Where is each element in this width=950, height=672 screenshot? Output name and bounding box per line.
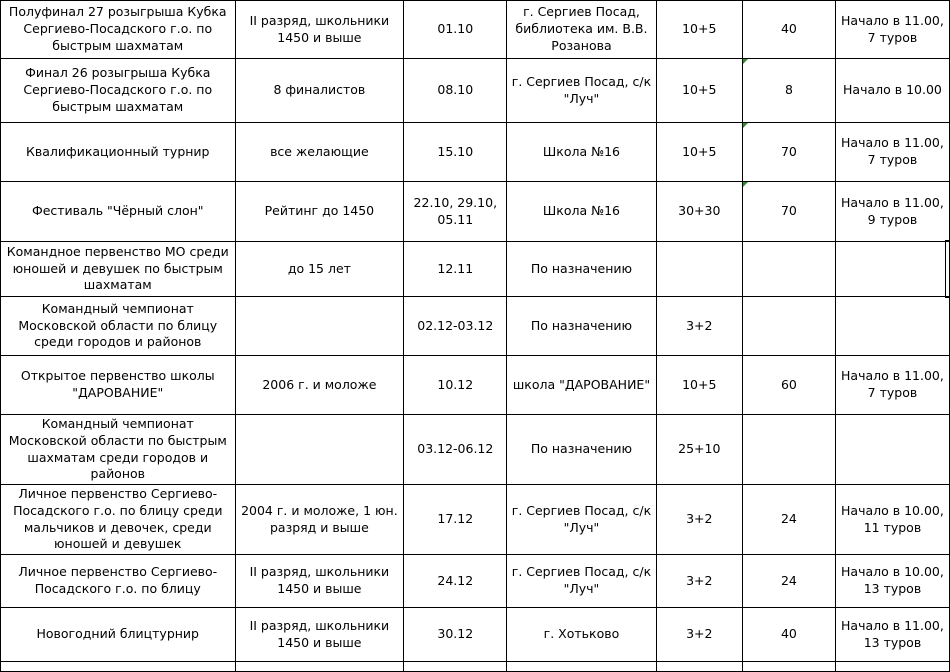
date-cell[interactable]: 12.11: [404, 242, 507, 297]
venue-cell[interactable]: г. Сергиев Посад, с/к "Луч": [507, 59, 656, 123]
player-count-cell[interactable]: 24: [742, 555, 835, 608]
player-count-cell[interactable]: 70: [742, 123, 835, 182]
time-control-cell[interactable]: [656, 662, 742, 672]
event-name-cell[interactable]: Командное первенство МО среди юношей и девушек по быстрым шахматам: [1, 242, 236, 297]
time-control-cell[interactable]: 3+2: [656, 297, 742, 356]
player-count-cell[interactable]: 40: [742, 608, 835, 662]
venue-cell[interactable]: Школа №16: [507, 123, 656, 182]
table-row: [1, 555, 950, 608]
date-cell[interactable]: 03.12-06.12: [404, 415, 507, 485]
table-row: [1, 297, 950, 356]
participants-cell[interactable]: 2004 г. и моложе, 1 юн. разряд и выше: [235, 485, 404, 555]
selection-edge-marker: [945, 240, 950, 298]
table-row: [1, 1, 950, 59]
player-count-cell[interactable]: [742, 415, 835, 485]
date-cell[interactable]: 01.10: [404, 1, 507, 59]
participants-cell[interactable]: [235, 297, 404, 356]
notes-cell[interactable]: Начало в 10.00, 13 туров: [835, 555, 949, 608]
time-control-cell[interactable]: 3+2: [656, 485, 742, 555]
event-name-cell[interactable]: Квалификационный турнир: [1, 123, 236, 182]
table-row: [1, 242, 950, 297]
venue-cell[interactable]: г. Сергиев Посад, библиотека им. В.В. Розанова: [507, 1, 656, 59]
table-row: [1, 182, 950, 242]
venue-cell[interactable]: школа "ДАРОВАНИЕ": [507, 356, 656, 415]
event-name-cell[interactable]: [1, 662, 236, 672]
time-control-cell[interactable]: 10+5: [656, 1, 742, 59]
time-control-cell[interactable]: 3+2: [656, 608, 742, 662]
table-row: [1, 123, 950, 182]
date-cell[interactable]: 08.10: [404, 59, 507, 123]
participants-cell[interactable]: [235, 415, 404, 485]
time-control-cell[interactable]: [656, 242, 742, 297]
venue-cell[interactable]: г. Сергиев Посад, с/к "Луч": [507, 555, 656, 608]
venue-cell[interactable]: По назначению: [507, 242, 656, 297]
participants-cell[interactable]: все желающие: [235, 123, 404, 182]
time-control-cell[interactable]: 10+5: [656, 59, 742, 123]
participants-cell[interactable]: 2006 г. и моложе: [235, 356, 404, 415]
table-row: [1, 608, 950, 662]
date-cell[interactable]: 24.12: [404, 555, 507, 608]
player-count-cell[interactable]: 24: [742, 485, 835, 555]
date-cell[interactable]: 30.12: [404, 608, 507, 662]
player-count-cell[interactable]: 8: [742, 59, 835, 123]
notes-cell[interactable]: [835, 297, 949, 356]
venue-cell[interactable]: г. Хотьково: [507, 608, 656, 662]
time-control-cell[interactable]: 10+5: [656, 356, 742, 415]
table-row: [1, 485, 950, 555]
event-name-cell[interactable]: Личное первенство Сергиево-Посадского г.о. по блицу: [1, 555, 236, 608]
notes-cell[interactable]: [835, 415, 949, 485]
notes-cell[interactable]: Начало в 11.00, 13 туров: [835, 608, 949, 662]
participants-cell[interactable]: II разряд, школьники 1450 и выше: [235, 608, 404, 662]
event-name-cell[interactable]: Финал 26 розыгрыша Кубка Сергиево-Посадского г.о. по быстрым шахматам: [1, 59, 236, 123]
venue-cell[interactable]: По назначению: [507, 415, 656, 485]
notes-cell[interactable]: Начало в 11.00, 7 туров: [835, 123, 949, 182]
player-count-cell[interactable]: 60: [742, 356, 835, 415]
notes-cell[interactable]: Начало в 11.00, 7 туров: [835, 356, 949, 415]
date-cell[interactable]: 17.12: [404, 485, 507, 555]
venue-cell[interactable]: [507, 662, 656, 672]
time-control-cell[interactable]: 30+30: [656, 182, 742, 242]
venue-cell[interactable]: По назначению: [507, 297, 656, 356]
date-cell[interactable]: 22.10, 29.10, 05.11: [404, 182, 507, 242]
player-count-cell[interactable]: 70: [742, 182, 835, 242]
event-name-cell[interactable]: Полуфинал 27 розыгрыша Кубка Сергиево-Посадского г.о. по быстрым шахматам: [1, 1, 236, 59]
event-name-cell[interactable]: Фестиваль "Чёрный слон": [1, 182, 236, 242]
table-row: [1, 356, 950, 415]
table-row: [1, 415, 950, 485]
notes-cell[interactable]: Начало в 11.00, 7 туров: [835, 1, 949, 59]
player-count-cell[interactable]: [742, 297, 835, 356]
table-row: [1, 662, 950, 672]
participants-cell[interactable]: II разряд, школьники 1450 и выше: [235, 555, 404, 608]
time-control-cell[interactable]: 3+2: [656, 555, 742, 608]
venue-cell[interactable]: г. Сергиев Посад, с/к "Луч": [507, 485, 656, 555]
notes-cell[interactable]: [835, 242, 949, 297]
time-control-cell[interactable]: 25+10: [656, 415, 742, 485]
venue-cell[interactable]: Школа №16: [507, 182, 656, 242]
event-name-cell[interactable]: Командный чемпионат Московской области по блицу среди городов и районов: [1, 297, 236, 356]
table-row: [1, 59, 950, 123]
notes-cell[interactable]: Начало в 10.00: [835, 59, 949, 123]
participants-cell[interactable]: до 15 лет: [235, 242, 404, 297]
event-name-cell[interactable]: Личное первенство Сергиево-Посадского г.о. по блицу среди мальчиков и девочек, среди юношей и девушек: [1, 485, 236, 555]
notes-cell[interactable]: Начало в 11.00, 9 туров: [835, 182, 949, 242]
player-count-cell[interactable]: [742, 662, 835, 672]
event-name-cell[interactable]: Новогодний блицтурнир: [1, 608, 236, 662]
notes-cell[interactable]: [835, 662, 949, 672]
player-count-cell[interactable]: 40: [742, 1, 835, 59]
notes-cell[interactable]: Начало в 10.00, 11 туров: [835, 485, 949, 555]
player-count-cell[interactable]: [742, 242, 835, 297]
participants-cell[interactable]: Рейтинг до 1450: [235, 182, 404, 242]
event-name-cell[interactable]: Командный чемпионат Московской области по быстрым шахматам среди городов и районов: [1, 415, 236, 485]
date-cell[interactable]: 02.12-03.12: [404, 297, 507, 356]
time-control-cell[interactable]: 10+5: [656, 123, 742, 182]
date-cell[interactable]: 15.10: [404, 123, 507, 182]
date-cell[interactable]: 10.12: [404, 356, 507, 415]
participants-cell[interactable]: II разряд, школьники 1450 и выше: [235, 1, 404, 59]
participants-cell[interactable]: [235, 662, 404, 672]
event-name-cell[interactable]: Открытое первенство школы "ДАРОВАНИЕ": [1, 356, 236, 415]
date-cell[interactable]: [404, 662, 507, 672]
participants-cell[interactable]: 8 финалистов: [235, 59, 404, 123]
